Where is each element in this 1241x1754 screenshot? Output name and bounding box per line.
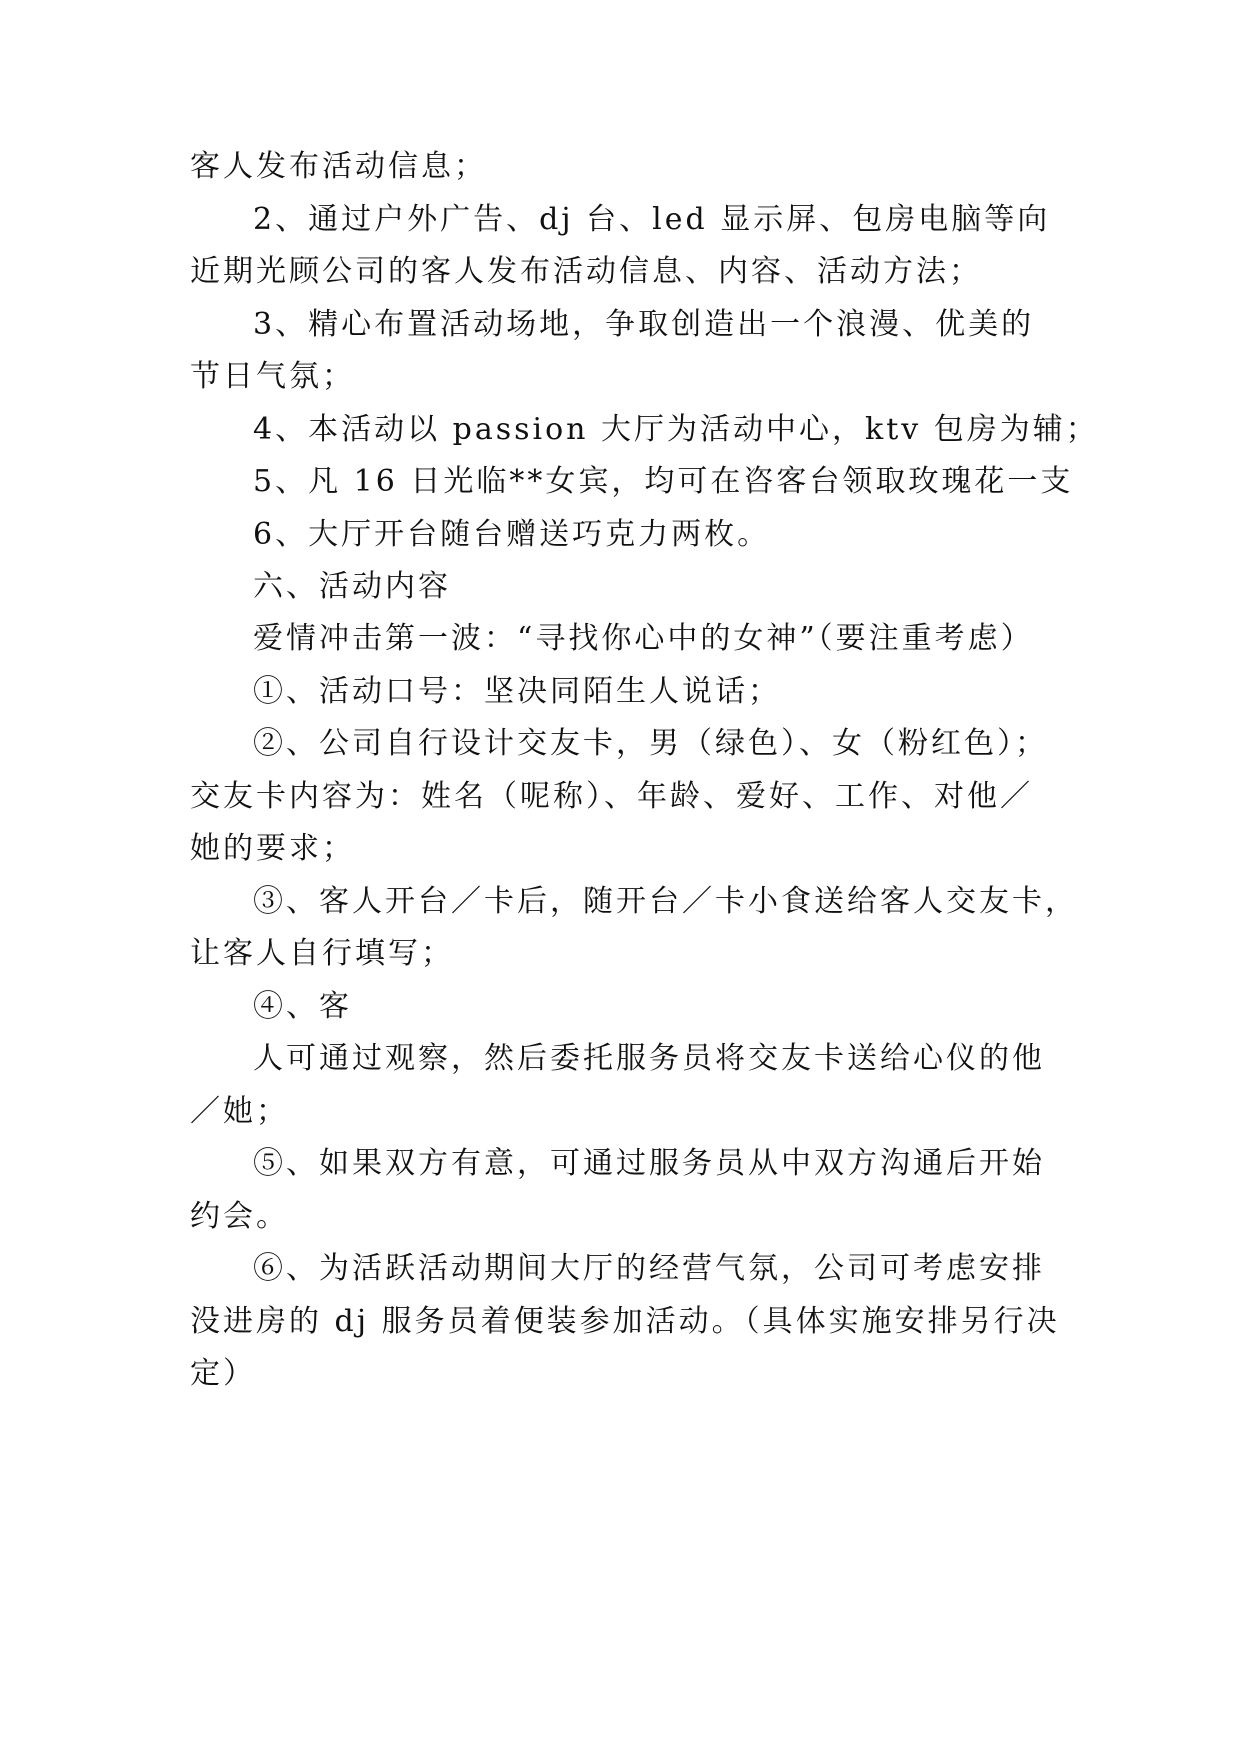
text-line: ①、活动口号：坚决同陌生人说话； — [253, 674, 781, 709]
text-line: 爱情冲击第一波：“寻找你心中的女神”（要注重考虑） — [253, 621, 1034, 656]
text-line: ⑥、为活跃活动期间大厅的经营气氛，公司可考虑安排 — [253, 1251, 1045, 1286]
text-line: ②、公司自行设计交友卡，男（绿色）、女（粉红色）； — [253, 726, 1048, 761]
text-line: 让客人自行填写； — [190, 936, 454, 971]
text-line: ④、客 — [253, 989, 352, 1024]
text-line: 客人发布活动信息； — [190, 149, 487, 184]
text-line: 她的要求； — [190, 831, 355, 866]
text-line: 人可通过观察，然后委托服务员将交友卡送给心仪的他 — [253, 1041, 1045, 1076]
text-line: ③、客人开台／卡后，随开台／卡小食送给客人交友卡， — [253, 884, 1078, 919]
text-line: ⑤、如果双方有意，可通过服务员从中双方沟通后开始 — [253, 1146, 1045, 1181]
text-line: 近期光顾公司的客人发布活动信息、内容、活动方法； — [190, 254, 982, 289]
text-line: 交友卡内容为：姓名（呢称）、年龄、爱好、工作、对他／ — [190, 779, 1033, 814]
section-heading: 六、活动内容 — [253, 569, 451, 604]
text-line: 定） — [190, 1356, 256, 1391]
text-line: 3、精心布置活动场地，争取创造出一个浪漫、优美的 — [253, 307, 1035, 342]
text-line: 没进房的 dj 服务员着便装参加活动。（具体实施安排另行决 — [190, 1304, 1060, 1339]
text-line: 4、本活动以 passion 大厅为活动中心，ktv 包房为辅； — [253, 412, 1099, 447]
text-line: 2、通过户外广告、dj 台、led 显示屏、包房电脑等向 — [253, 202, 1051, 237]
text-line: ／她； — [190, 1094, 289, 1129]
text-line: 5、凡 16 日光临**女宾，均可在咨客台领取玫瑰花一支 — [253, 464, 1074, 499]
text-line: 节日气氛； — [190, 359, 355, 394]
text-line: 约会。 — [190, 1199, 289, 1234]
text-line: 6、大厅开台随台赠送巧克力两枚。 — [253, 517, 771, 552]
